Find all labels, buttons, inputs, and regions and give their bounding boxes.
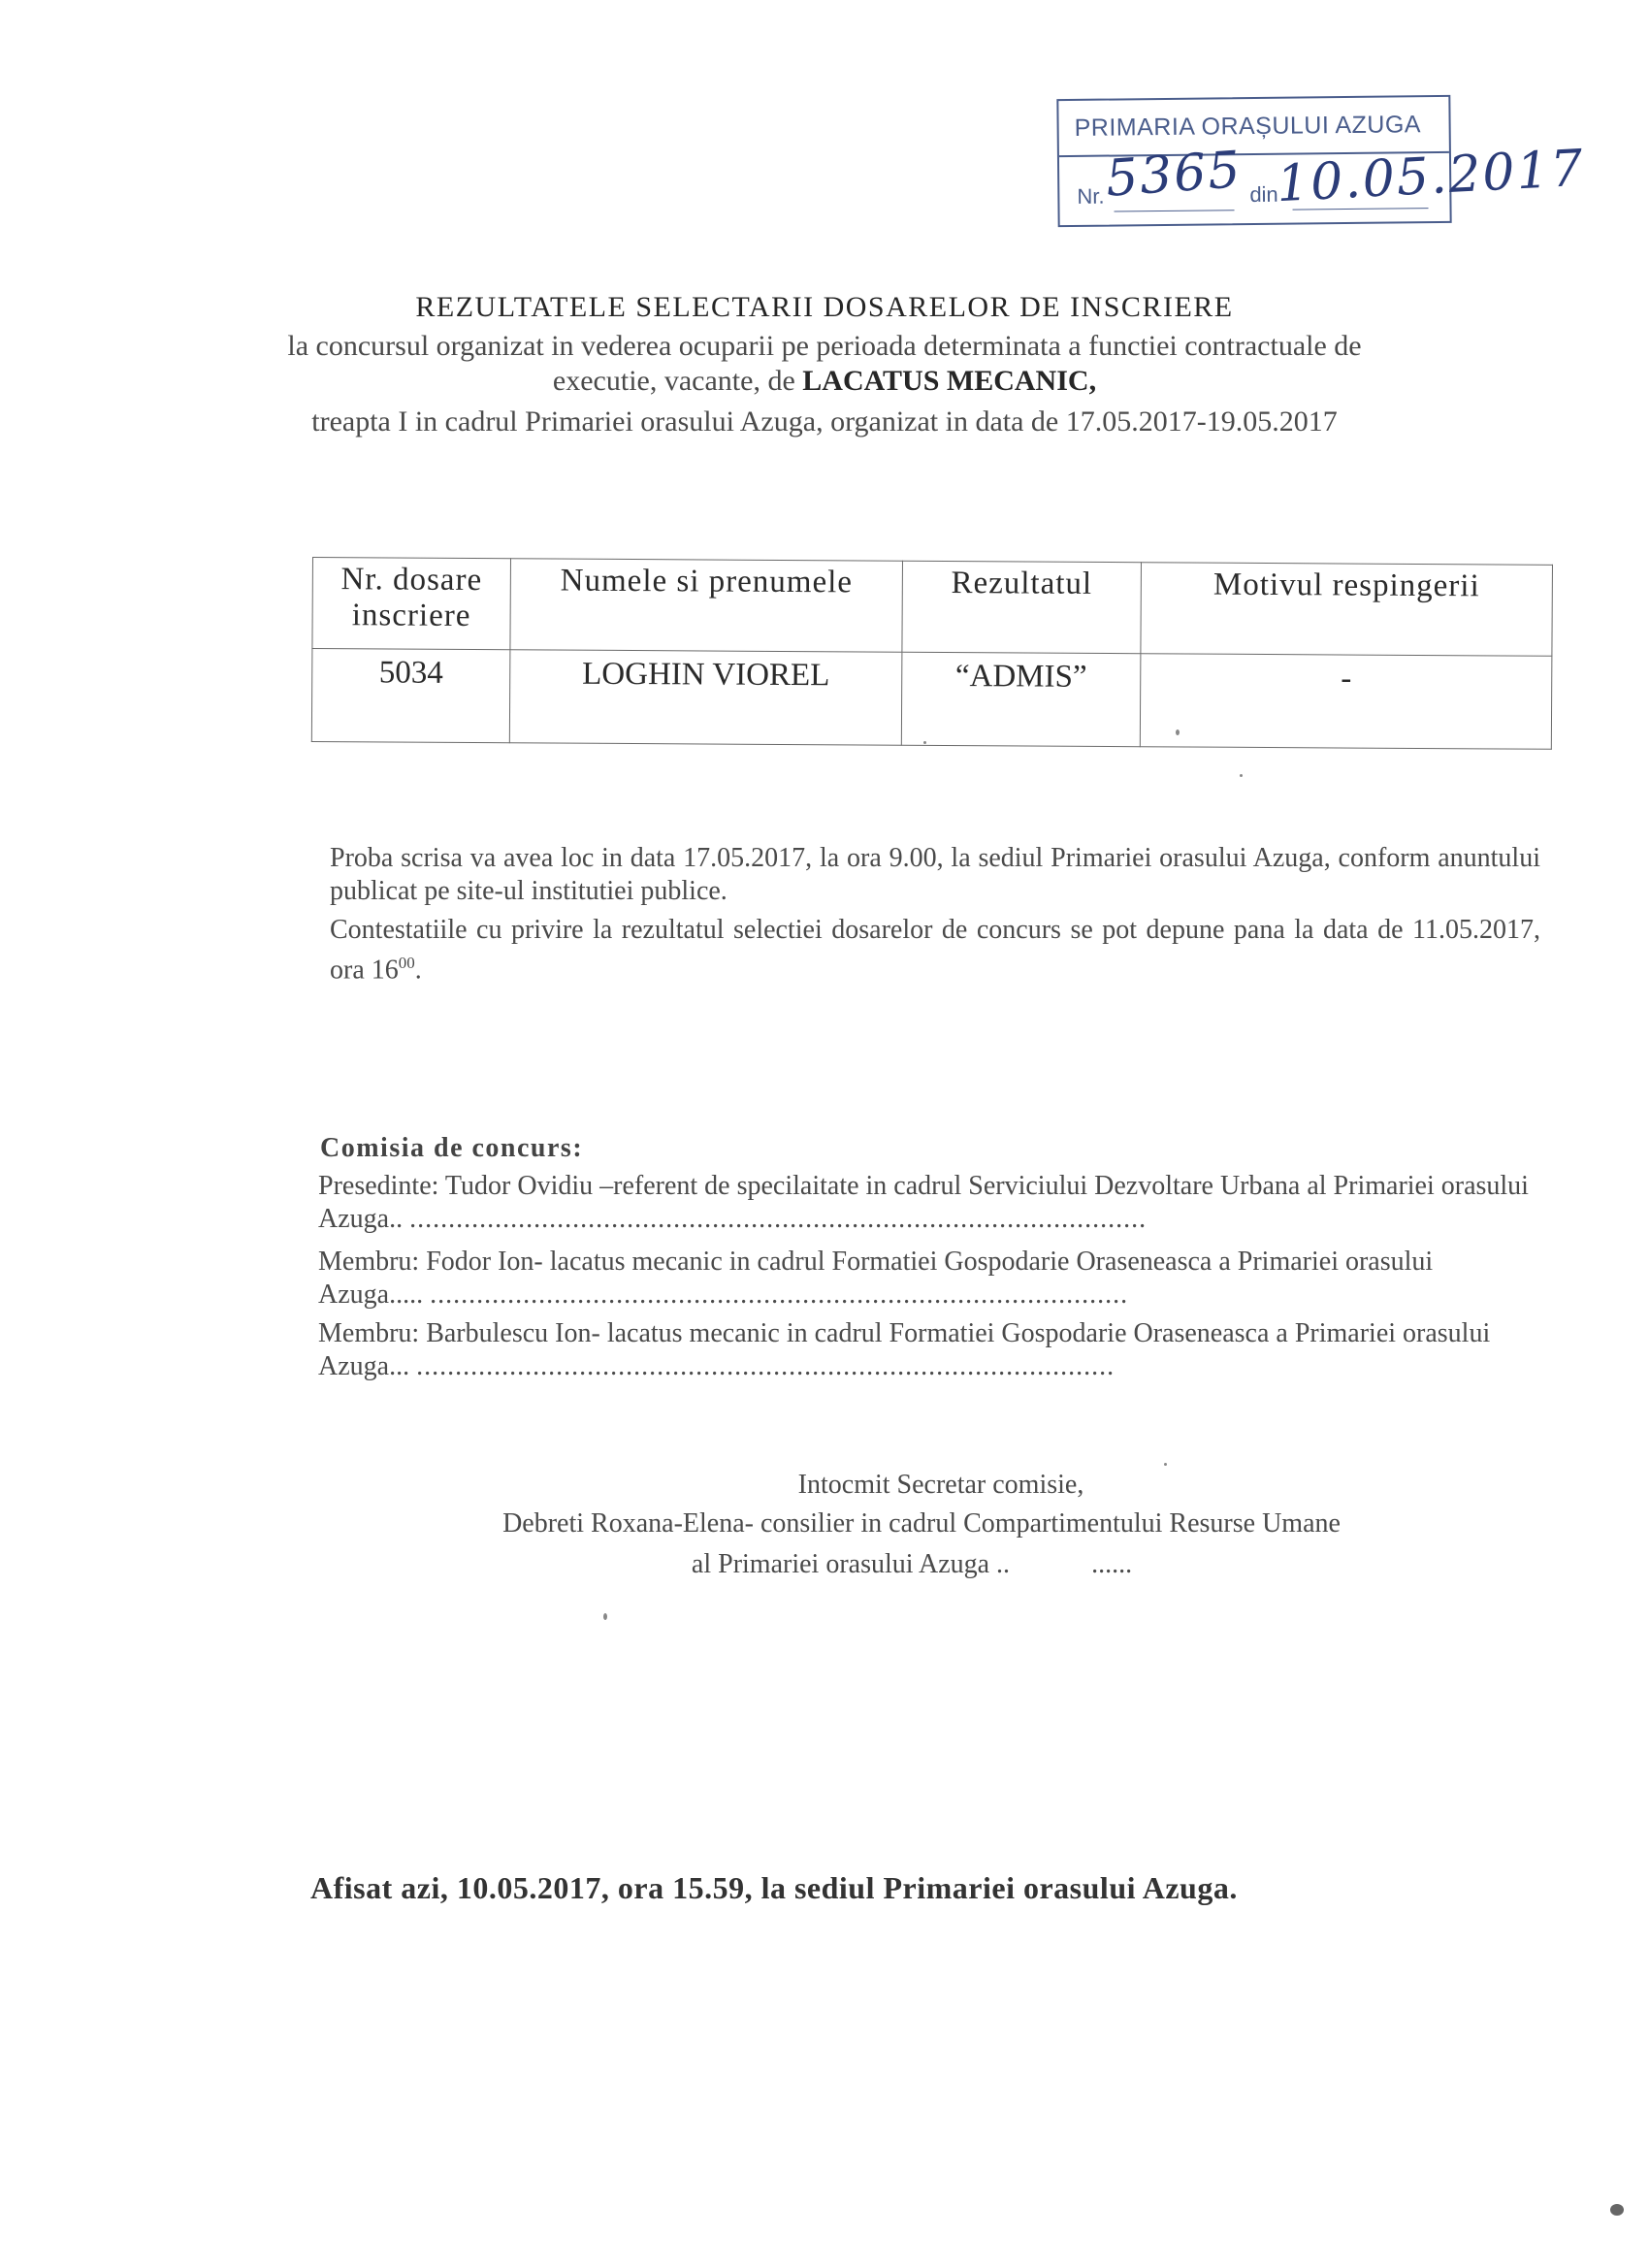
header-motiv: Motivul respingerii bbox=[1141, 563, 1553, 657]
proba-paragraph: Proba scrisa va avea loc in data 17.05.2017, la ora 9.00, la sediul Primariei orasului Azuga, conform anuntului publicat pe site-ul institutiei publice. bbox=[330, 843, 1540, 906]
handwritten-registration-date: 10.05.2017 bbox=[1275, 139, 1587, 214]
header-nr-dosare: Nr. dosare inscriere bbox=[312, 558, 511, 650]
header-rezultat: Rezultatul bbox=[902, 561, 1142, 654]
stamp-nr-label: Nr. bbox=[1077, 183, 1105, 209]
secretary-institution bbox=[87, 1546, 1649, 1583]
contestatii-paragraph bbox=[330, 914, 1540, 987]
signature-dots: .......................................................................................... bbox=[416, 1351, 1116, 1381]
scan-speck bbox=[923, 741, 926, 744]
document-subtitle-line2 bbox=[0, 365, 1649, 398]
secretary-institution-text: al Primariei orasului Azuga .. bbox=[691, 1549, 1011, 1579]
scan-speck bbox=[1610, 2204, 1624, 2216]
subtitle-line2-prefix: executie, vacante, de bbox=[552, 365, 803, 397]
cell-result: “ADMIS” bbox=[901, 652, 1141, 747]
comisia-member-presedinte bbox=[318, 1170, 1535, 1236]
header-nume: Numele si prenumele bbox=[510, 559, 903, 652]
stamp-institution: PRIMARIA ORAȘULUI AZUGA bbox=[1074, 111, 1422, 142]
comisia-member-fodor bbox=[318, 1246, 1535, 1312]
contestatii-suffix: . bbox=[414, 955, 422, 986]
cell-nr: 5034 bbox=[311, 649, 510, 743]
scan-speck bbox=[1164, 1463, 1167, 1466]
contestatii-superscript: 00 bbox=[398, 954, 415, 972]
comisia-title: Comisia de concurs: bbox=[320, 1133, 584, 1163]
scan-speck bbox=[1240, 774, 1243, 777]
secretary-label: Intocmit Secretar comisie, bbox=[797, 1470, 1084, 1500]
secretary-signature-dots: ...... bbox=[1091, 1549, 1133, 1579]
handwritten-registration-number: 5365 bbox=[1104, 141, 1245, 209]
table-row bbox=[311, 649, 1552, 750]
document-title: REZULTATELE SELECTARII DOSARELOR DE INSCRIERE bbox=[415, 291, 1234, 323]
contestatii-text: Contestatiile cu privire la rezultatul selectiei dosarelor de concurs se pot depune pana la data de 11.05.2017, ora 16 bbox=[330, 915, 1540, 986]
results-table bbox=[311, 557, 1553, 750]
secretary-name: Debreti Roxana-Elena- consilier in cadrul Compartimentului Resurse Umane bbox=[502, 1508, 1341, 1539]
stamp-nr-underline bbox=[1115, 210, 1235, 211]
table-header-row bbox=[312, 558, 1553, 657]
cell-name: LOGHIN VIOREL bbox=[509, 650, 902, 745]
comisia-member-barbulescu bbox=[318, 1317, 1535, 1383]
scan-speck bbox=[1176, 729, 1180, 735]
document-subtitle-line3: treapta I in cadrul Primariei orasului Azuga, organizat in data de 17.05.2017-19.05.2017 bbox=[311, 405, 1338, 437]
member-text: Membru: Fodor Ion- lacatus mecanic in cadrul Formatiei Gospodarie Oraseneasca a Primariei orasului Azuga..... bbox=[318, 1247, 1434, 1310]
member-text: Presedinte: Tudor Ovidiu –referent de specilaitate in cadrul Serviciului Dezvoltare Urbana al Primariei orasului Azuga.. bbox=[318, 1171, 1529, 1234]
stamp-din-label: din bbox=[1249, 181, 1278, 208]
posting-notice: Afisat azi, 10.05.2017, ora 15.59, la sediul Primariei orasului Azuga. bbox=[310, 1870, 1238, 1905]
member-text: Membru: Barbulescu Ion- lacatus mecanic in cadrul Formatiei Gospodarie Oraseneasca a Primariei orasului Azuga... bbox=[318, 1318, 1491, 1381]
signature-dots: .......................................................................................... bbox=[430, 1280, 1129, 1310]
position-name: LACATUS MECANIC, bbox=[802, 365, 1097, 397]
signature-dots: ............................................................................................... bbox=[409, 1204, 1148, 1234]
scan-speck bbox=[603, 1613, 607, 1620]
cell-reason: - bbox=[1140, 654, 1552, 750]
document-subtitle-line1: la concursul organizat in vederea ocuparii pe perioada determinata a functiei contractuale de bbox=[287, 330, 1362, 362]
